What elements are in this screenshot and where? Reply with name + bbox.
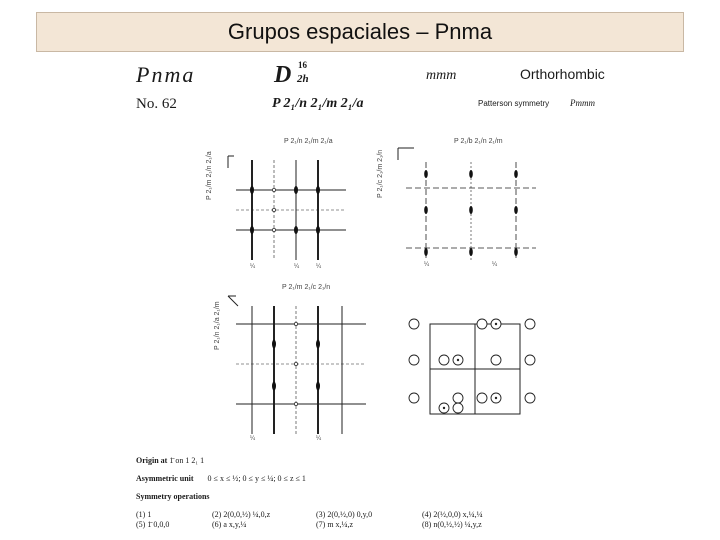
symop-4: (4) 2(½,0,0) x,¼,¼ <box>422 510 483 519</box>
asymmetric-unit-label: Asymmetric unit <box>136 474 194 483</box>
symop-col-2 <box>212 510 270 530</box>
symop-8: (8) n(0,½,½) ¼,y,z <box>422 520 482 529</box>
diagram3-tick-1: ¼ <box>250 436 256 442</box>
hm-symbol: Pnma <box>136 62 196 87</box>
diagram2-tick-1: ¼ <box>424 262 430 268</box>
symop-1: (1) 1 <box>136 510 152 519</box>
symop-col-3 <box>316 510 372 530</box>
diagram1-label: P 2₁/n 2₁/m 2₁/a <box>284 138 333 145</box>
symop-7: (7) m x,¼,z <box>316 520 354 529</box>
space-group-number: No. 62 <box>136 96 177 112</box>
symop-col-1 <box>136 510 169 530</box>
schoenflies-main: D <box>274 62 292 88</box>
diagram1-tick-2: ¼ <box>294 264 300 270</box>
origin-row <box>136 456 204 465</box>
schoenflies-symbol <box>274 62 291 89</box>
symop-col-4 <box>422 510 483 530</box>
schoenflies-sub: 2h <box>297 73 309 85</box>
diagram1-side-label: P 2₁/m 2₁/n 2₁/a <box>206 151 213 200</box>
patterson-value: Pmmm <box>570 98 595 108</box>
symmetry-operations-label: Symmetry operations <box>136 492 210 501</box>
slide-title: Grupos espaciales – Pnma <box>36 12 684 52</box>
crystal-system: Orthorhombic <box>520 66 605 82</box>
diagram2-projection <box>396 148 536 268</box>
general-positions-diagram <box>400 312 550 422</box>
diagram1-tick-1: ¼ <box>250 264 256 270</box>
asymmetric-unit-row <box>136 474 306 483</box>
asymmetric-unit-value: 0 ≤ x ≤ ½; 0 ≤ y ≤ ¼; 0 ≤ z ≤ 1 <box>207 474 306 483</box>
point-group: mmm <box>426 68 457 83</box>
origin-label: Origin at <box>136 456 168 465</box>
full-symbol: P 2₁/n 2₁/m 2₁/a <box>272 96 364 111</box>
diagram1-projection <box>226 148 356 268</box>
diagram1-tick-3: ¼ <box>316 264 322 270</box>
diagram3-projection <box>226 294 376 442</box>
patterson-label: Patterson symmetry <box>478 99 550 108</box>
origin-value: 1̄ on 1 2₁ 1 <box>169 456 205 465</box>
diagram2-tick-2: ¼ <box>492 262 498 268</box>
symop-6: (6) a x,y,¼ <box>212 520 247 529</box>
symop-5: (5) 1̄ 0,0,0 <box>136 520 170 529</box>
diagram2-side-label: P 2₁/c 2₁/m 2₁/n <box>377 149 384 198</box>
diagram3-label: P 2₁/m 2₁/c 2₁/n <box>282 284 331 291</box>
symop-3: (3) 2(0,½,0) 0,y,0 <box>316 510 373 519</box>
symop-2: (2) 2(0,0,½) ¼,0,z <box>212 510 271 519</box>
diagram3-side-label: P 2₁/n 2₁/a 2₁/m <box>214 301 221 350</box>
diagram2-label: P 2₁/b 2₁/n 2₁/m <box>454 138 503 145</box>
schoenflies-sup: 16 <box>298 60 307 70</box>
diagram3-tick-2: ¼ <box>316 436 322 442</box>
